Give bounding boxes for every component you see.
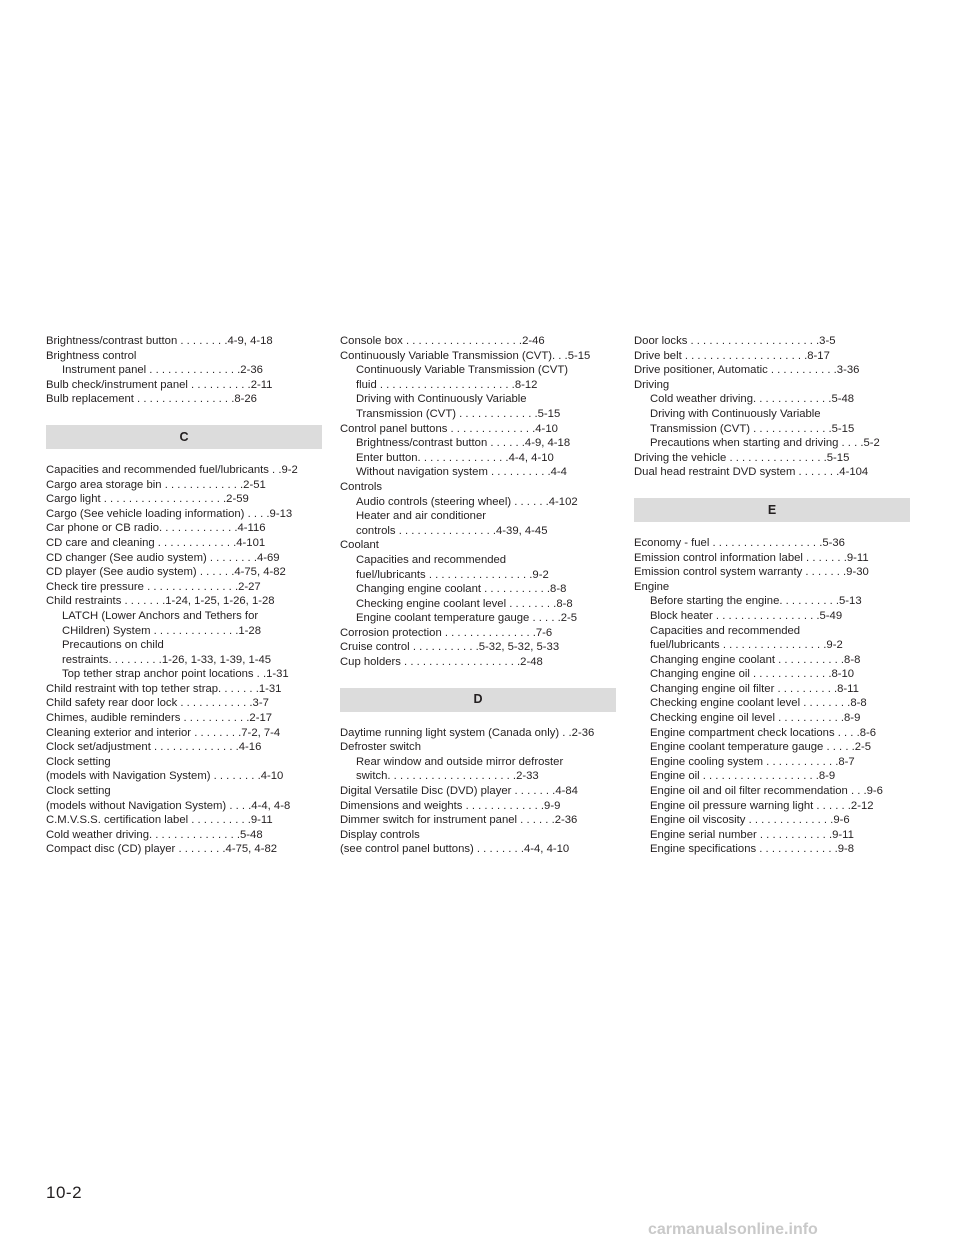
index-entry: Cold weather driving. . . . . . . . . . . . . . .5-48 bbox=[46, 828, 263, 841]
index-entry: Economy - fuel . . . . . . . . . . . . . . . . . .5-36 bbox=[634, 536, 845, 549]
index-entry: CD player (See audio system) . . . . . .4-75, 4-82 bbox=[46, 566, 286, 579]
section-letter-heading: C bbox=[46, 425, 322, 449]
index-entry: Cup holders . . . . . . . . . . . . . . . . . . .2-48 bbox=[340, 656, 543, 669]
section-letter-heading: D bbox=[340, 688, 616, 712]
index-entry: Dimmer switch for instrument panel . . . . . .2-36 bbox=[340, 814, 578, 827]
index-subentry: LATCH (Lower Anchors and Tethers for bbox=[62, 609, 259, 622]
index-entry: Child restraints . . . . . . .1-24, 1-25, 1-26, 1-28 bbox=[46, 595, 275, 608]
index-entry: Door locks . . . . . . . . . . . . . . . . . . . . .3-5 bbox=[634, 335, 836, 347]
index-subentry: switch. . . . . . . . . . . . . . . . . . . . .2-33 bbox=[356, 770, 539, 783]
index-subentry: Before starting the engine. . . . . . . . . .5-13 bbox=[650, 595, 862, 608]
index-entry: Continuously Variable Transmission (CVT). . .5-15 bbox=[340, 349, 591, 362]
index-entry: Cargo (See vehicle loading information) . . . .9-13 bbox=[46, 507, 293, 520]
index-entry: Display controls bbox=[340, 828, 420, 841]
index-subentry: Engine specifications . . . . . . . . . . . . .9-8 bbox=[650, 843, 855, 856]
index-entry: C.M.V.S.S. certification label . . . . . . . . . .9-11 bbox=[46, 814, 273, 827]
index-entry: Dual head restraint DVD system . . . . . . .4-104 bbox=[634, 466, 869, 479]
index-subentry: Enter button. . . . . . . . . . . . . . .4-4, 4-10 bbox=[356, 451, 554, 464]
index-entry: Dimensions and weights . . . . . . . . . . . . .9-9 bbox=[340, 799, 561, 812]
index-subentry: Precautions on child bbox=[62, 639, 164, 652]
index-subentry: Engine oil viscosity . . . . . . . . . . . . . .9-6 bbox=[650, 814, 850, 827]
index-column-1 bbox=[46, 334, 322, 857]
index-subentry: Driving with Continuously Variable bbox=[650, 407, 821, 420]
index-subentry: Engine oil pressure warning light . . . . . .2-12 bbox=[650, 799, 874, 812]
index-subentry: Driving with Continuously Variable bbox=[356, 393, 527, 406]
index-subentry: Engine oil and oil filter recommendation . . .9-6 bbox=[650, 785, 883, 798]
index-entry: Controls bbox=[340, 480, 383, 493]
index-subentry: Capacities and recommended bbox=[650, 624, 801, 637]
index-entry: Engine bbox=[634, 580, 670, 593]
watermark: carmanualsonline.info bbox=[648, 1221, 818, 1238]
index-subentry: Rear window and outside mirror defroster bbox=[356, 755, 564, 768]
index-column-2 bbox=[340, 334, 616, 857]
index-subentry: Changing engine coolant . . . . . . . . . . .8-8 bbox=[356, 583, 567, 596]
page-number: 10-2 bbox=[46, 1183, 83, 1202]
index-entry: (models with Navigation System) . . . . . . . .4-10 bbox=[46, 770, 284, 783]
index-entry: Defroster switch bbox=[340, 741, 421, 754]
index-entry: Bulb check/instrument panel . . . . . . . . . .2-11 bbox=[46, 378, 273, 391]
index-subentry: Continuously Variable Transmission (CVT) bbox=[356, 364, 568, 377]
index-entry: Driving the vehicle . . . . . . . . . . . . . . . .5-15 bbox=[634, 451, 850, 464]
index-subentry: fluid . . . . . . . . . . . . . . . . . . . . . .8-12 bbox=[356, 378, 538, 391]
index-subentry: Changing engine oil filter . . . . . . . . . .8-11 bbox=[650, 682, 859, 695]
index-subentry: Audio controls (steering wheel) . . . . . .4-102 bbox=[356, 495, 578, 508]
index-entry: Car phone or CB radio. . . . . . . . . . . . .4-116 bbox=[46, 522, 266, 535]
index-entry: Drive positioner, Automatic . . . . . . . . . . .3-36 bbox=[634, 364, 860, 377]
index-subentry: Changing engine coolant . . . . . . . . . . .8-8 bbox=[650, 653, 861, 666]
index-subentry: Brightness/contrast button . . . . . .4-9, 4-18 bbox=[356, 437, 571, 450]
section-letter-heading: E bbox=[634, 498, 910, 522]
index-entry: Child restraint with top tether strap. . . . . . .1-31 bbox=[46, 682, 282, 695]
index-subentry: CHildren) System . . . . . . . . . . . . . .1-28 bbox=[62, 624, 262, 637]
index-entry: CD care and cleaning . . . . . . . . . . . . .4-101 bbox=[46, 536, 266, 549]
index-subentry: Engine oil . . . . . . . . . . . . . . . . . . .8-9 bbox=[650, 770, 836, 783]
index-entry: Capacities and recommended fuel/lubricants . .9-2 bbox=[46, 463, 298, 476]
index-subentry: Instrument panel . . . . . . . . . . . . . . .2-36 bbox=[62, 364, 263, 377]
index-entry: Drive belt . . . . . . . . . . . . . . . . . . . .8-17 bbox=[634, 349, 830, 362]
index-subentry: Engine coolant temperature gauge . . . . .2-5 bbox=[356, 612, 578, 625]
index-entry: Cargo area storage bin . . . . . . . . . . . . .2-51 bbox=[46, 478, 266, 491]
index-entry: Compact disc (CD) player . . . . . . . .4-75, 4-82 bbox=[46, 843, 278, 856]
index-subentry: Changing engine oil . . . . . . . . . . . . .8-10 bbox=[650, 668, 855, 681]
index-subentry: Top tether strap anchor point locations . .1-31 bbox=[62, 668, 289, 681]
index-entry: Coolant bbox=[340, 539, 379, 552]
index-entry: Clock set/adjustment . . . . . . . . . . . . . .4-16 bbox=[46, 741, 262, 754]
index-entry: CD changer (See audio system) . . . . . . . .4-69 bbox=[46, 551, 280, 564]
index-subentry: Engine cooling system . . . . . . . . . . . .8-7 bbox=[650, 755, 855, 768]
index-entry: Emission control system warranty . . . . . . .9-30 bbox=[634, 566, 869, 579]
index-subentry: controls . . . . . . . . . . . . . . . .4-39, 4-45 bbox=[356, 524, 548, 537]
index-subentry: Checking engine coolant level . . . . . . . .8-8 bbox=[650, 697, 867, 710]
index-entry: Brightness control bbox=[46, 349, 137, 362]
index-entry: (models without Navigation System) . . . .4-4, 4-8 bbox=[46, 799, 291, 812]
index-entry: Clock setting bbox=[46, 755, 111, 768]
index-subentry: restraints. . . . . . . . .1-26, 1-33, 1-39, 1-45 bbox=[62, 653, 272, 666]
index-entry: (see control panel buttons) . . . . . . . .4-4, 4-10 bbox=[340, 843, 570, 856]
index-entry: Bulb replacement . . . . . . . . . . . . . . . .8-26 bbox=[46, 393, 257, 406]
index-subentry: Transmission (CVT) . . . . . . . . . . . . .5-15 bbox=[356, 407, 561, 420]
index-entry: Check tire pressure . . . . . . . . . . . . . . .2-27 bbox=[46, 580, 261, 593]
index-subentry: fuel/lubricants . . . . . . . . . . . . . . . . .9-2 bbox=[650, 639, 843, 652]
index-entry: Console box . . . . . . . . . . . . . . . . . . .2-46 bbox=[340, 335, 545, 347]
index-subentry: Block heater . . . . . . . . . . . . . . . . .5-49 bbox=[650, 609, 843, 622]
index-subentry: fuel/lubricants . . . . . . . . . . . . . . . . .9-2 bbox=[356, 568, 549, 581]
index-column-3 bbox=[634, 334, 910, 857]
index-subentry: Capacities and recommended bbox=[356, 553, 507, 566]
index-entry: Driving bbox=[634, 378, 670, 391]
index-subentry: Engine coolant temperature gauge . . . . .2-5 bbox=[650, 741, 872, 754]
index-entry: Cleaning exterior and interior . . . . . . . .7-2, 7-4 bbox=[46, 726, 281, 739]
index-subentry: Without navigation system . . . . . . . . . .4-4 bbox=[356, 466, 567, 479]
index-subentry: Checking engine coolant level . . . . . . . .8-8 bbox=[356, 597, 573, 610]
index-entry: Cruise control . . . . . . . . . . .5-32, 5-32, 5-33 bbox=[340, 641, 560, 654]
index-entry: Brightness/contrast button . . . . . . . .4-9, 4-18 bbox=[46, 335, 273, 347]
index-subentry: Heater and air conditioner bbox=[356, 510, 486, 523]
index-entry: Digital Versatile Disc (DVD) player . . . . . . .4-84 bbox=[340, 785, 578, 798]
index-entry: Clock setting bbox=[46, 785, 111, 798]
index-subentry: Checking engine oil level . . . . . . . . . . .8-9 bbox=[650, 712, 861, 725]
index-entry: Chimes, audible reminders . . . . . . . . . . .2-17 bbox=[46, 712, 273, 725]
index-subentry: Precautions when starting and driving . . . .5-2 bbox=[650, 437, 880, 450]
index-entry: Child safety rear door lock . . . . . . . . . . . .3-7 bbox=[46, 697, 269, 710]
index-entry: Cargo light . . . . . . . . . . . . . . . . . . . .2-59 bbox=[46, 493, 249, 506]
index-subentry: Transmission (CVT) . . . . . . . . . . . . .5-15 bbox=[650, 422, 855, 435]
index-subentry: Engine compartment check locations . . . .8-6 bbox=[650, 726, 877, 739]
index-entry: Control panel buttons . . . . . . . . . . . . . .4-10 bbox=[340, 422, 558, 435]
index-entry: Emission control information label . . . . . . .9-11 bbox=[634, 551, 869, 564]
index-entry: Corrosion protection . . . . . . . . . . . . . . .7-6 bbox=[340, 626, 553, 639]
index-subentry: Engine serial number . . . . . . . . . . . .9-11 bbox=[650, 828, 854, 841]
index-subentry: Cold weather driving. . . . . . . . . . . . .5-48 bbox=[650, 393, 855, 406]
index-entry: Daytime running light system (Canada only) . .2-36 bbox=[340, 726, 595, 739]
